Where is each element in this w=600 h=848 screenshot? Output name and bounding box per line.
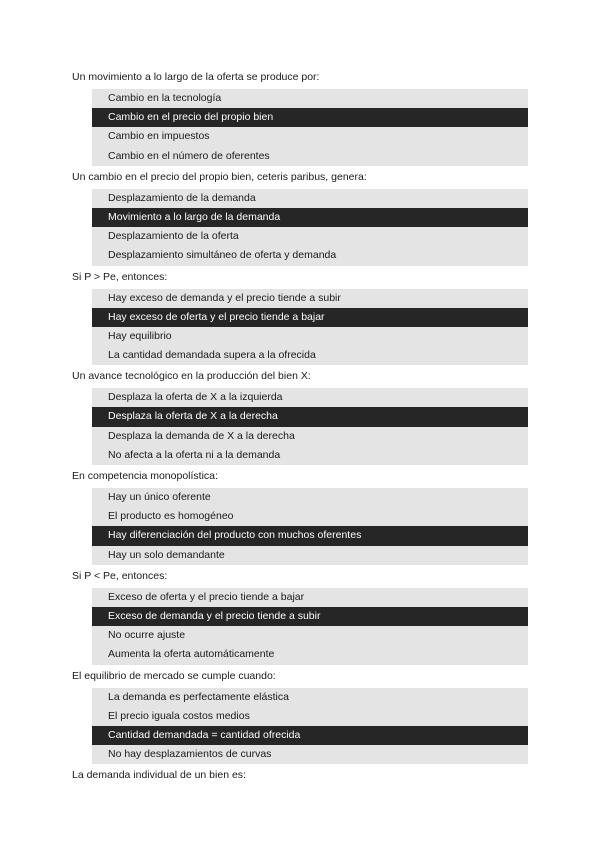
answer-option[interactable]: Cambio en el número de oferentes (92, 147, 528, 166)
question-block (72, 465, 528, 565)
answer-option-selected[interactable]: Hay exceso de oferta y el precio tiende a bajar (92, 308, 528, 327)
options-list (92, 688, 528, 765)
question-text: Un avance tecnológico en la producción del bien X: (72, 370, 311, 383)
question-text: En competencia monopolística: (72, 470, 218, 482)
question-text: Un cambio en el precio del propio bien, ceteris paribus, genera: (72, 170, 367, 183)
answer-option[interactable]: Aumenta la oferta automáticamente (92, 645, 528, 664)
options-list (92, 89, 528, 166)
answer-option-selected[interactable]: Desplaza la oferta de X a la derecha (92, 407, 528, 426)
answer-option-selected[interactable]: Exceso de demanda y el precio tiende a subir (92, 607, 528, 626)
answer-option[interactable]: Hay exceso de demanda y el precio tiende a subir (92, 289, 528, 308)
question-text: Un movimiento a lo largo de la oferta se produce por: (72, 71, 320, 83)
quiz-document (72, 66, 528, 787)
answer-option[interactable]: Hay un solo demandante (92, 546, 528, 565)
answer-option[interactable]: El producto es homogéneo (92, 507, 528, 526)
answer-option[interactable]: Desplaza la oferta de X a la izquierda (92, 388, 528, 407)
answer-option[interactable]: Desplaza la demanda de X a la derecha (92, 427, 528, 446)
question-text: La demanda individual de un bien es: (72, 769, 246, 782)
question-text: Si P < Pe, entonces: (72, 569, 168, 582)
answer-option[interactable]: Hay equilibrio (92, 327, 528, 346)
answer-option[interactable]: No afecta a la oferta ni a la demanda (92, 446, 528, 465)
question-block (72, 764, 528, 787)
answer-option[interactable]: La demanda es perfectamente elástica (92, 688, 528, 707)
answer-option-selected[interactable]: Cantidad demandada = cantidad ofrecida (92, 726, 528, 745)
answer-option[interactable]: Cambio en impuestos (92, 127, 528, 146)
answer-option[interactable]: La cantidad demandada supera a la ofrecida (92, 346, 528, 365)
options-list (92, 289, 528, 366)
answer-option-selected[interactable]: Hay diferenciación del producto con muchos oferentes (92, 526, 528, 545)
answer-option[interactable]: Desplazamiento de la demanda (92, 189, 528, 208)
answer-option-selected[interactable]: Cambio en el precio del propio bien (92, 108, 528, 127)
options-list (92, 388, 528, 465)
question-block (72, 266, 528, 366)
answer-option[interactable]: No ocurre ajuste (92, 626, 528, 645)
question-block (72, 665, 528, 765)
answer-option[interactable]: El precio iguala costos medios (92, 707, 528, 726)
answer-option-selected[interactable]: Movimiento a lo largo de la demanda (92, 208, 528, 227)
question-block (72, 365, 528, 465)
question-block (72, 565, 528, 665)
question-block (72, 166, 528, 266)
options-list (92, 588, 528, 665)
question-text: El equilibrio de mercado se cumple cuando: (72, 669, 276, 682)
options-list (92, 189, 528, 266)
answer-option[interactable]: Exceso de oferta y el precio tiende a bajar (92, 588, 528, 607)
answer-option[interactable]: Desplazamiento simultáneo de oferta y demanda (92, 246, 528, 265)
answer-option[interactable]: Cambio en la tecnología (92, 89, 528, 108)
answer-option[interactable]: Hay un único oferente (92, 488, 528, 507)
answer-option[interactable]: Desplazamiento de la oferta (92, 227, 528, 246)
question-text: Si P > Pe, entonces: (72, 270, 168, 283)
options-list (92, 488, 528, 565)
question-block (72, 66, 528, 166)
answer-option[interactable]: No hay desplazamientos de curvas (92, 745, 528, 764)
